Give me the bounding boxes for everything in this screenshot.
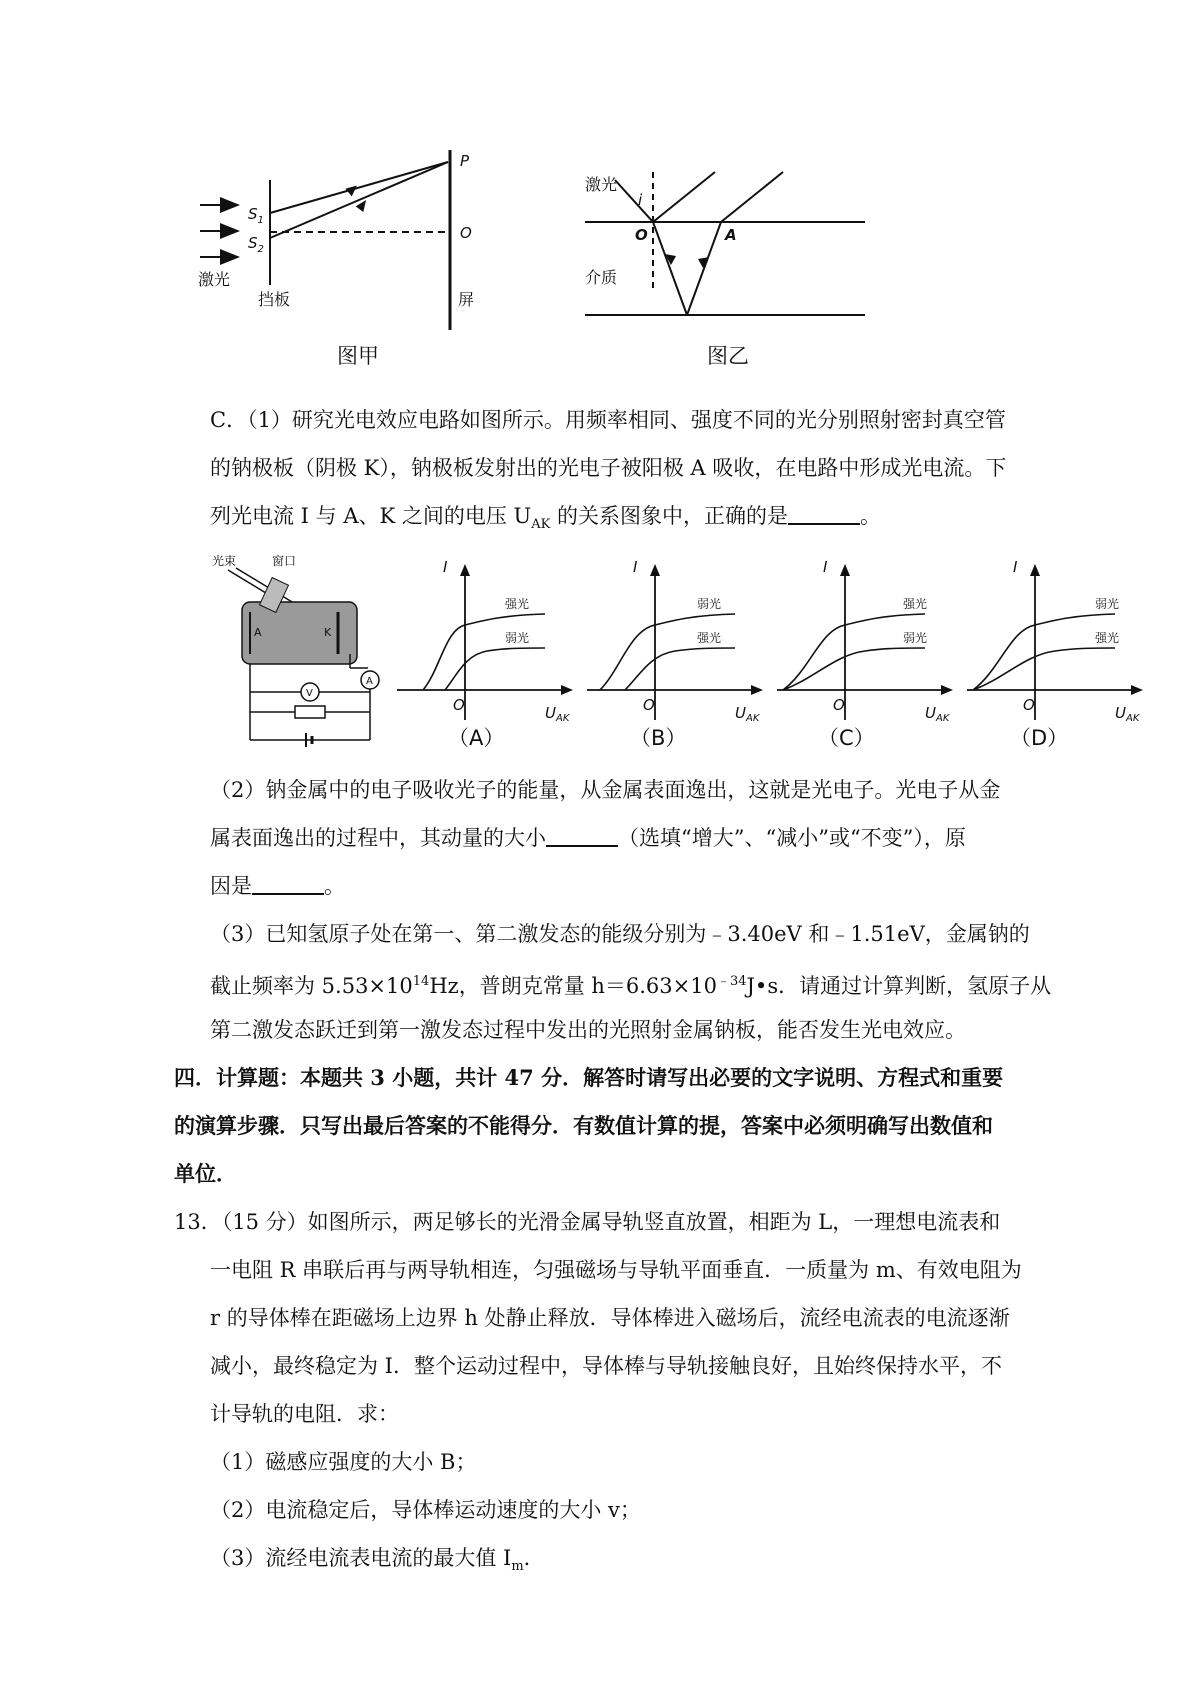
figure-refraction [585, 150, 885, 350]
q-c-part3-line1: （3）已知氢原子处在第一、第二激发态的能级分别为﹣3.40eV 和﹣1.51eV，金属钠的 [210, 922, 1030, 946]
graph-option-b [585, 550, 775, 740]
y-axis-label: I [633, 558, 638, 576]
y-axis-label: I [443, 558, 448, 576]
section4-line1: 四．计算题：本题共 3 小题，共计 47 分．解答时请写出必要的文字说明、方程式和重要 [174, 1065, 1004, 1090]
caption-figure-jia: 图甲 [337, 344, 379, 368]
q13-line4: 减小，最终稳定为 I．整个运动过程中，导体棒与导轨接触良好，且始终保持水平，不 [210, 1354, 1002, 1378]
q13-line5: 计导轨的电阻．求： [210, 1402, 399, 1426]
label-beam: 光束 [212, 554, 237, 568]
lower-curve-label: 强光 [697, 631, 722, 645]
upper-curve-label: 弱光 [697, 597, 722, 611]
label-medium: 介质 [585, 268, 618, 287]
x-axis-label: $U_{AK}$ [735, 704, 760, 724]
label-laser: 激光 [585, 175, 618, 194]
q13-sub1: （1）磁感应强度的大小 B； [210, 1450, 477, 1474]
q-c-part1-line1: C．（1）研究光电效应电路如图所示。用频率相同、强度不同的光分别照射密封真空管 [210, 408, 1006, 432]
y-axis-label: I [823, 558, 828, 576]
q-c-part1-line2: 的钠极板（阴极 K），钠极板发射出的光电子被阳极 A 吸收，在电路中形成光电流。下 [210, 456, 1007, 480]
q13-line2: 一电阻 R 串联后再与两导轨相连，匀强磁场与导轨平面垂直．一质量为 m、有效电阻为 [210, 1258, 1022, 1282]
origin-label: O [1023, 696, 1035, 714]
y-axis-label: I [1013, 558, 1018, 576]
section4-line2: 的演算步骤．只写出最后答案的不能得分．有数值计算的提，答案中必须明确写出数值和 [174, 1113, 993, 1138]
ray-arrow-2 [355, 200, 370, 214]
graph-option-a [395, 550, 585, 740]
upper-curve-label: 强光 [505, 597, 530, 611]
label-laser: 激光 [198, 270, 231, 289]
label-barrier: 挡板 [258, 290, 291, 309]
label-window: 窗口 [272, 554, 297, 568]
q-c-part2-line2: 属表面逸出的过程中，其动量的大小 （选填“增大”、“减小”或“不变”），原 [210, 826, 966, 850]
rheostat [295, 706, 325, 718]
q-c-part1-line3: 列光电流 I 与 A、K 之间的电压 $U_{AK}$ 的关系图象中，正确的是 。 [210, 504, 882, 533]
graph-option-d [965, 550, 1155, 740]
label-anode: A [254, 626, 262, 639]
label-cathode: K [324, 626, 332, 639]
arrow-up [698, 257, 709, 268]
lower-curve-label: 弱光 [903, 631, 928, 645]
figure-photoelectric-circuit [210, 550, 395, 750]
label-s2: $S_2$ [248, 234, 264, 255]
option-label-b: （B） [630, 726, 687, 750]
incident-ray [615, 180, 653, 222]
q-c-part3-line3: 第二激发态跃迁到第一激发态过程中发出的光照射金属钠板，能否发生光电效应。 [210, 1018, 966, 1042]
answer-blank-3 [252, 873, 324, 895]
label-screen: 屏 [458, 290, 475, 309]
curve-lower [783, 648, 925, 690]
ray-s2-p [270, 162, 448, 238]
label-o: O [635, 226, 648, 244]
option-label-c: （C） [818, 726, 875, 750]
upper-curve-label: 弱光 [1095, 597, 1120, 611]
option-label-a: （A） [448, 726, 505, 750]
q13-line1: 13．（15 分）如图所示，两足够长的光滑金属导轨竖直放置，相距为 L，一理想电流表和 [174, 1210, 1001, 1234]
ammeter-label: A [366, 676, 373, 687]
q13-line3: r 的导体棒在距磁场上边界 h 处静止释放．导体棒进入磁场后，流经电流表的电流逐渐 [210, 1306, 1010, 1330]
option-label-d: （D） [1010, 726, 1069, 750]
q13-sub2: （2）电流稳定后，导体棒运动速度的大小 v； [210, 1498, 641, 1522]
x-axis-label: $U_{AK}$ [545, 704, 570, 724]
section4-line3: 单位． [174, 1161, 237, 1186]
label-p: P [460, 152, 470, 170]
curve-lower [973, 648, 1115, 690]
emerging-ray [721, 172, 783, 222]
q-c-part2-line3: 因是 。 [210, 874, 345, 898]
label-o: O [460, 224, 472, 242]
q-c-part3-line2: 截止频率为 $5.53\times 10^{14}Hz$，普朗克常量 $h=6.63\times 10^{﹣34}J•s$．请通过计算判断，氢原子从 [210, 974, 1052, 998]
curve-lower [625, 648, 735, 690]
voltmeter-label: V [306, 688, 313, 699]
answer-blank-2 [546, 825, 618, 847]
refracted-ray [653, 222, 687, 315]
upper-curve-label: 强光 [903, 597, 928, 611]
reflected-ray [653, 172, 715, 222]
curve-upper [973, 614, 1115, 690]
reflected-inner-ray [687, 222, 721, 315]
x-axis-label: $U_{AK}$ [925, 704, 950, 724]
origin-label: O [643, 696, 655, 714]
lower-curve-label: 弱光 [505, 631, 530, 645]
origin-label: O [833, 696, 845, 714]
caption-figure-yi: 图乙 [707, 344, 749, 368]
label-a: A [725, 226, 737, 244]
label-s1: $S_1$ [248, 205, 264, 226]
q-c-part2-line1: （2）钠金属中的电子吸收光子的能量，从金属表面逸出，这就是光电子。光电子从金 [210, 778, 1001, 802]
curve-upper [783, 614, 928, 690]
graph-option-c [775, 550, 965, 740]
label-i: i [638, 191, 643, 209]
answer-blank-1 [788, 503, 860, 525]
lower-curve-label: 强光 [1095, 631, 1120, 645]
origin-label: O [453, 696, 465, 714]
curve-lower [445, 648, 545, 690]
figure-double-slit [190, 140, 530, 370]
q13-sub3: （3）流经电流表电流的最大值 $I_m$． [210, 1546, 545, 1575]
x-axis-label: $U_{AK}$ [1115, 704, 1140, 724]
